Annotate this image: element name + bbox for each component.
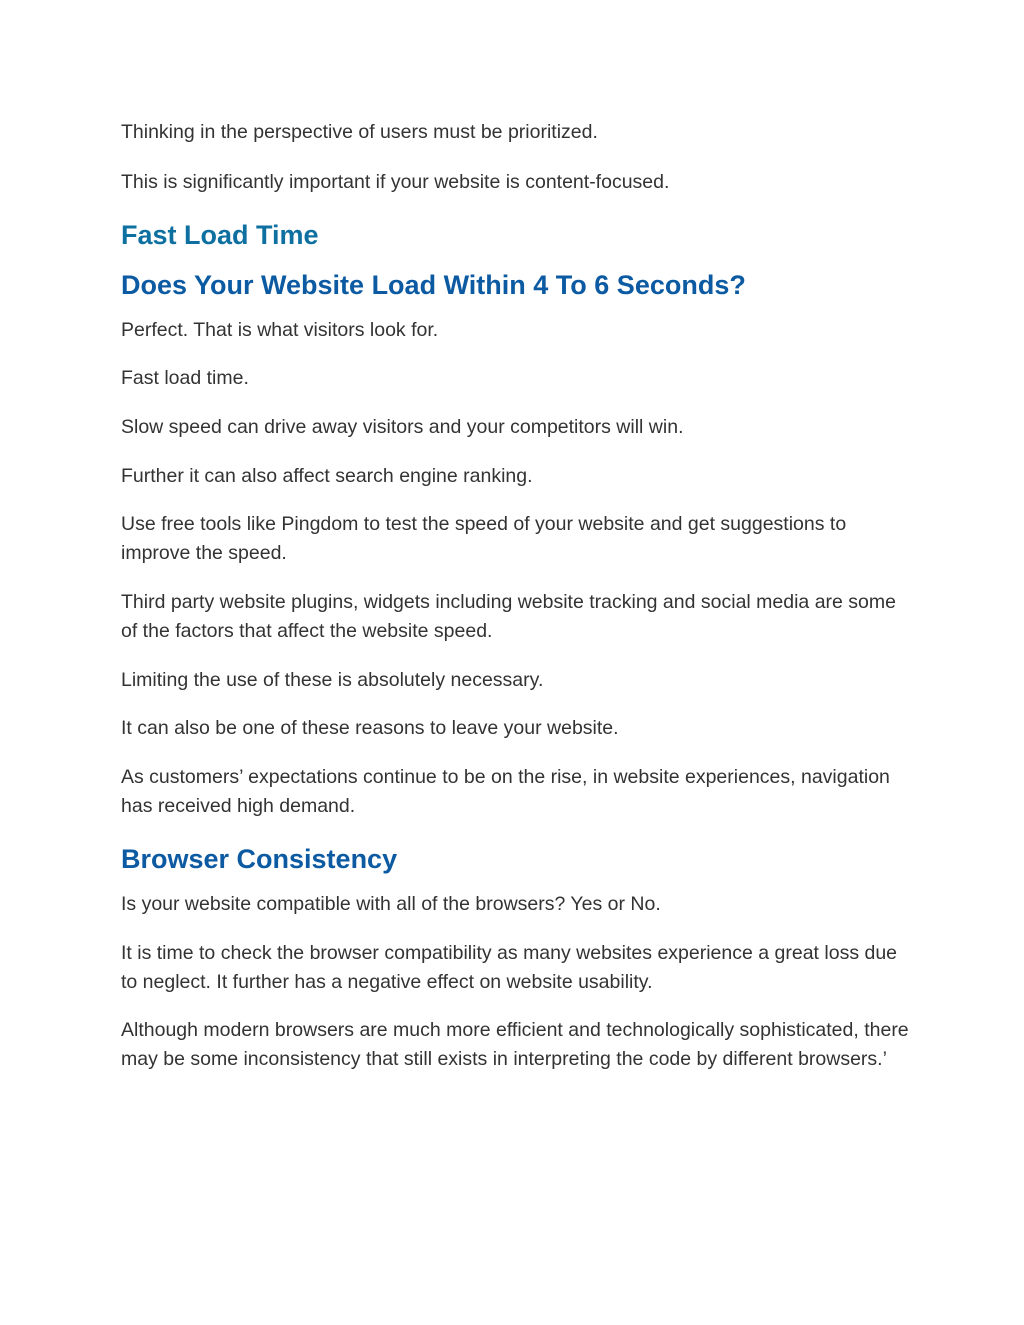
fast-load-paragraph-2: Fast load time. bbox=[121, 367, 249, 389]
browser-paragraph-1: Is your website compatible with all of the browsers? Yes or No. bbox=[121, 893, 661, 915]
fast-load-paragraph-1: Perfect. That is what visitors look for. bbox=[121, 319, 439, 341]
fast-load-paragraph-4: Further it can also affect search engine ranking. bbox=[121, 465, 533, 487]
fast-load-paragraph-8: It can also be one of these reasons to leave your website. bbox=[121, 717, 619, 739]
fast-load-paragraph-7: Limiting the use of these is absolutely necessary. bbox=[121, 669, 544, 691]
section-subheading-load-seconds: Does Your Website Load Within 4 To 6 Seconds? bbox=[121, 270, 746, 300]
intro-paragraph-1: Thinking in the perspective of users must be prioritized. bbox=[121, 121, 598, 143]
fast-load-paragraph-5: Use free tools like Pingdom to test the speed of your website and get suggestions to improve the speed. bbox=[121, 513, 847, 564]
fast-load-paragraph-6: Third party website plugins, widgets including website tracking and social media are some of the factors that affect the website speed. bbox=[121, 591, 896, 642]
fast-load-paragraph-3: Slow speed can drive away visitors and your competitors will win. bbox=[121, 416, 684, 438]
intro-paragraph-2: This is significantly important if your website is content-focused. bbox=[121, 171, 670, 193]
browser-paragraph-3: Although modern browsers are much more efficient and technologically sophisticated, there may be some inconsistency that still exists in interpreting the code by different browsers.’ bbox=[121, 1019, 909, 1070]
fast-load-paragraph-9: As customers’ expectations continue to be on the rise, in website experiences, navigation has received high demand. bbox=[121, 766, 890, 817]
browser-paragraph-2: It is time to check the browser compatibility as many websites experience a great loss due to neglect. It further has a negative effect on website usability. bbox=[121, 942, 898, 993]
section-heading-browser-consistency: Browser Consistency bbox=[121, 844, 398, 874]
section-heading-fast-load-time: Fast Load Time bbox=[121, 220, 319, 250]
